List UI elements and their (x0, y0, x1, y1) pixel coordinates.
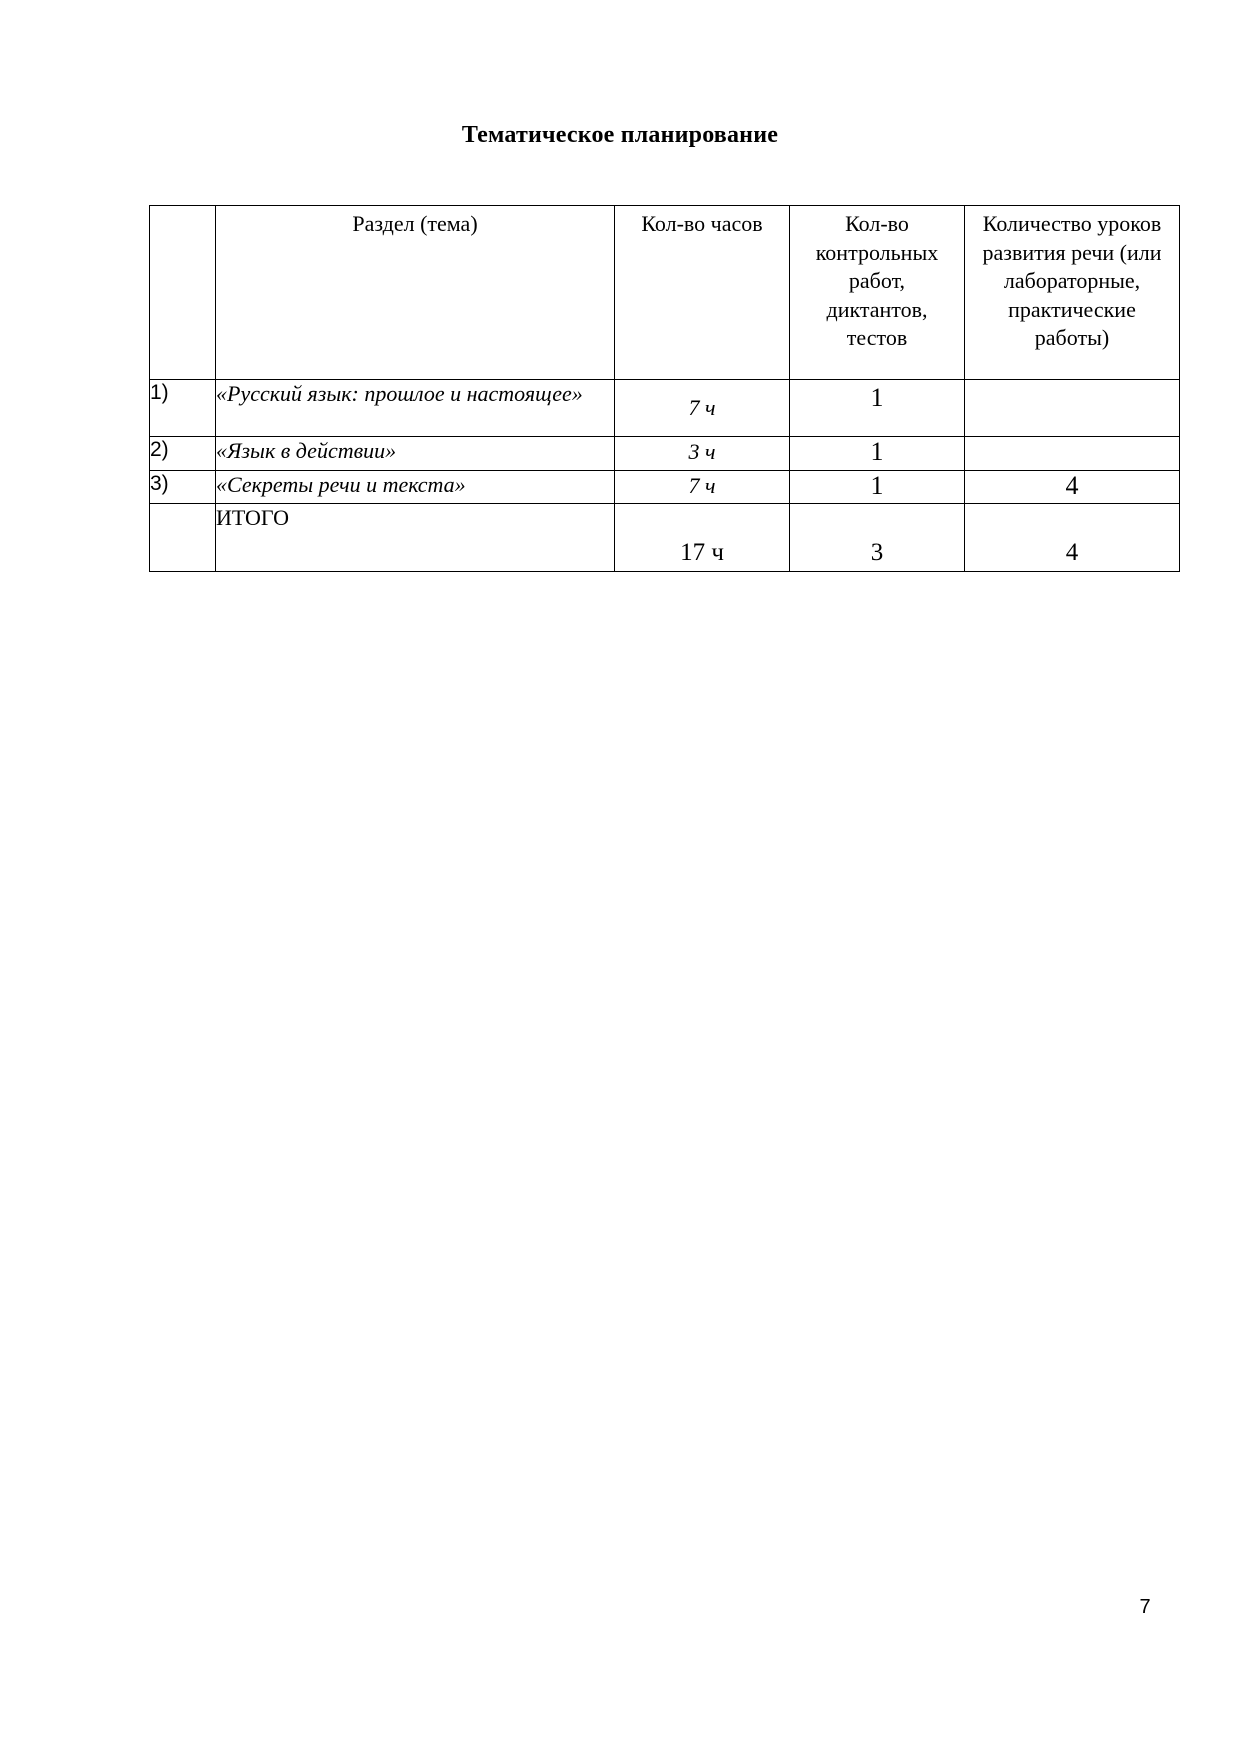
row-speech (965, 380, 1180, 437)
header-topic-label: Раздел (тема) (352, 211, 478, 236)
row-speech (965, 437, 1180, 471)
row-number: 1) (150, 380, 216, 437)
row-tests: 1 (790, 471, 965, 504)
row-topic: «Русский язык: прошлое и настоящее» (216, 380, 615, 437)
total-number-cell (150, 504, 216, 572)
row-tests: 1 (790, 437, 965, 471)
header-topic (216, 206, 615, 380)
row-hours: 7 ч (615, 380, 790, 437)
thematic-plan-table (149, 205, 1180, 572)
row-topic: «Язык в действии» (216, 437, 615, 471)
row-speech: 4 (965, 471, 1180, 504)
header-speech-label: Количество уроков развития речи (или лабораторные, практические работы) (982, 211, 1162, 350)
table-row (150, 437, 1180, 471)
header-tests-label: Кол-во контрольных работ, диктантов, тестов (815, 211, 939, 350)
header-hours (615, 206, 790, 380)
header-hours-label: Кол-во часов (641, 211, 763, 236)
total-speech: 4 (965, 504, 1180, 572)
row-hours: 3 ч (615, 437, 790, 471)
total-tests: 3 (790, 504, 965, 572)
row-tests: 1 (790, 380, 965, 437)
table-row (150, 471, 1180, 504)
row-number: 2) (150, 437, 216, 471)
total-label: ИТОГО (216, 504, 615, 572)
row-number: 3) (150, 471, 216, 504)
header-speech (965, 206, 1180, 380)
page-number: 7 (1139, 1596, 1151, 1618)
table-row (150, 380, 1180, 437)
header-number (150, 206, 216, 380)
page-title: Тематическое планирование (461, 122, 779, 148)
row-topic: «Секреты речи и текста» (216, 471, 615, 504)
table-header-row (150, 206, 1180, 380)
table-total-row (150, 504, 1180, 572)
row-hours: 7 ч (615, 471, 790, 504)
header-tests (790, 206, 965, 380)
total-hours: 17 ч (615, 504, 790, 572)
